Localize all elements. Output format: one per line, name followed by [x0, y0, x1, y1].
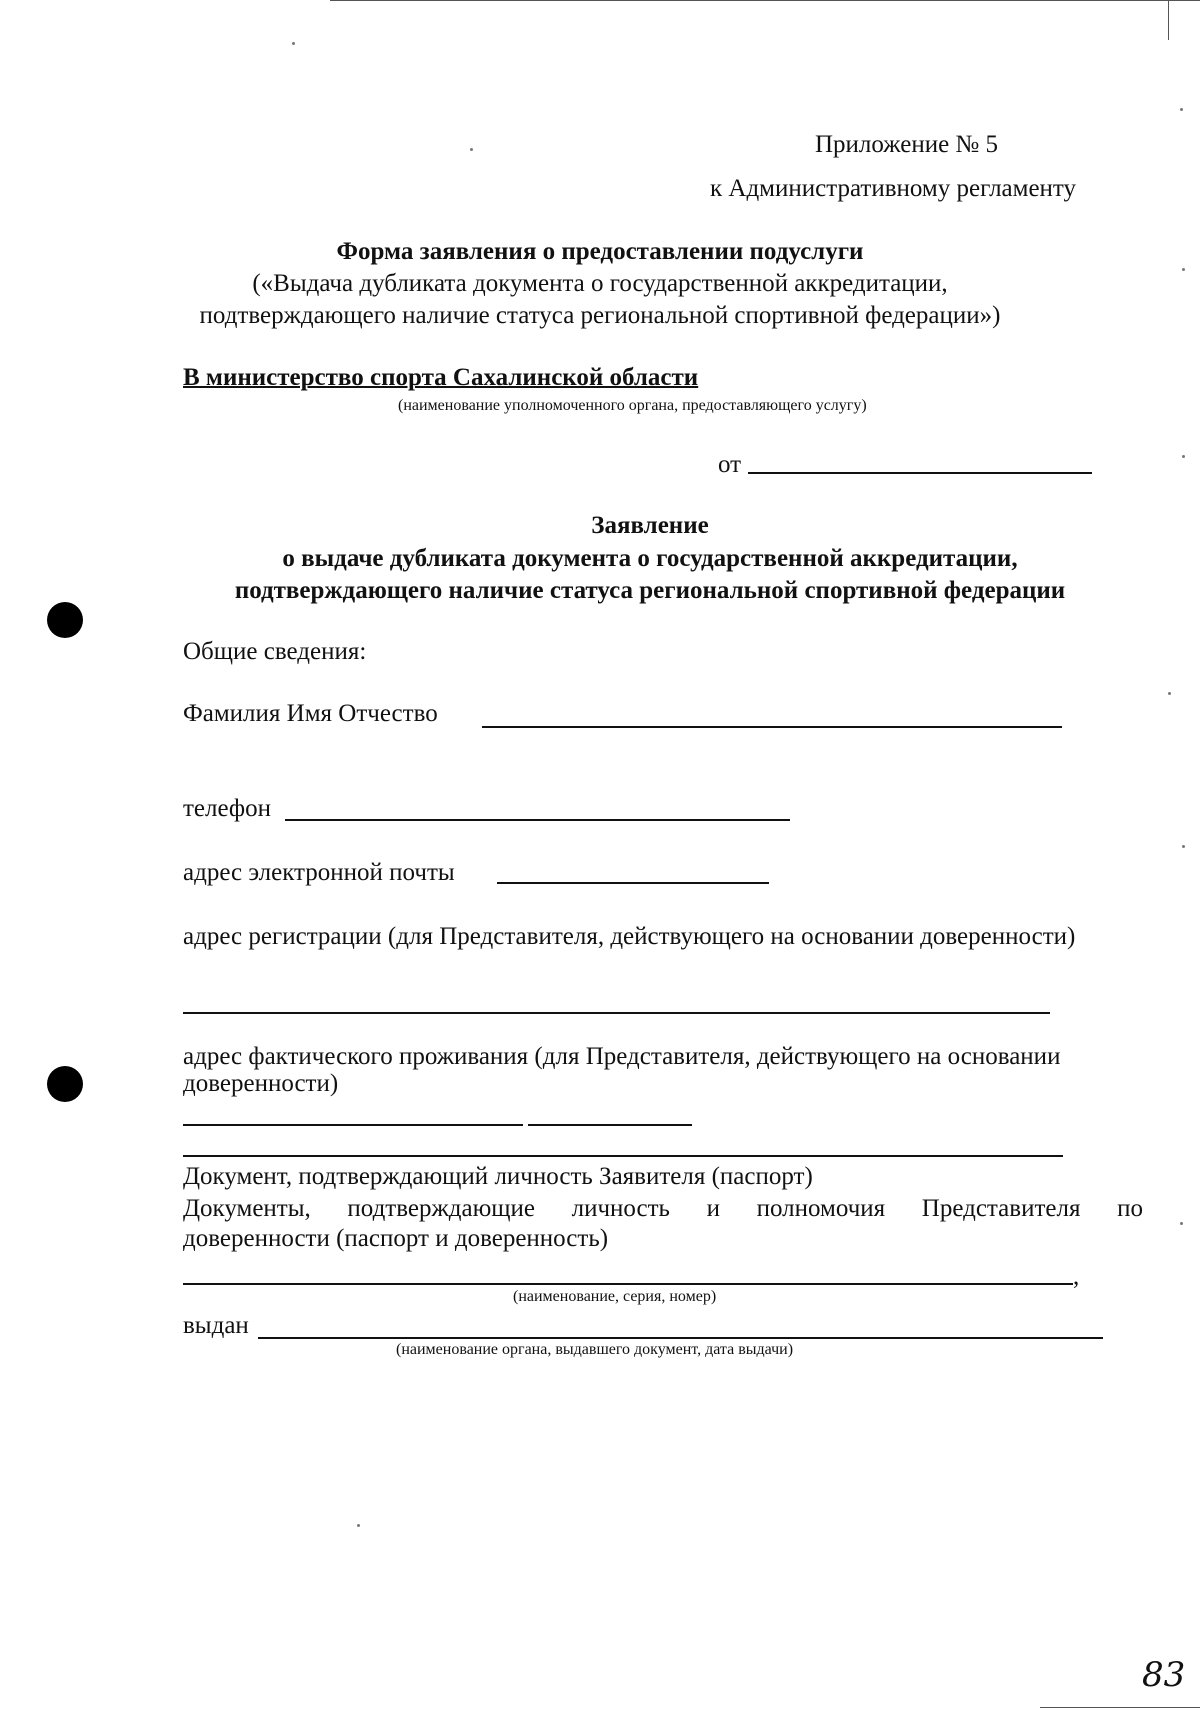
bottom-edge-line	[1040, 1707, 1200, 1708]
rep-word: личность	[571, 1195, 670, 1222]
scan-speck	[1180, 1222, 1183, 1225]
representative-documents-line2: доверенности (паспорт и доверенность)	[183, 1225, 609, 1252]
phone-field-line[interactable]	[285, 819, 790, 821]
scan-speck	[1168, 692, 1171, 695]
document-name-comma: ,	[1073, 1263, 1080, 1290]
actual-address-field-line-b[interactable]	[528, 1124, 692, 1126]
document-name-field-line[interactable]	[183, 1283, 1073, 1285]
statement-subtitle-line2: подтверждающего наличие статуса региональной спортивной федерации	[234, 577, 1066, 604]
punch-hole-bottom	[47, 1066, 83, 1102]
issued-by-field-line[interactable]	[258, 1337, 1103, 1339]
registration-address-field-line[interactable]	[183, 1012, 1050, 1014]
issued-by-caption: (наименование органа, выдавшего документ, дата выдачи)	[396, 1341, 794, 1358]
rep-word: Документы,	[183, 1195, 311, 1222]
actual-address-field-line-2[interactable]	[183, 1155, 1063, 1157]
punch-hole-top	[47, 602, 83, 638]
scan-speck	[357, 1524, 360, 1527]
document-name-caption: (наименование, серия, номер)	[513, 1288, 717, 1305]
to-regulation: к Административному регламенту	[710, 175, 1077, 202]
registration-address-label: адрес регистрации (для Представителя, действующего на основании доверенности)	[183, 923, 1076, 950]
actual-address-field-line-a[interactable]	[183, 1124, 523, 1126]
appendix-number: Приложение № 5	[815, 131, 999, 158]
rep-word: и	[706, 1195, 720, 1222]
addressee-caption: (наименование уполномоченного органа, предоставляющего услугу)	[398, 397, 867, 414]
rep-word: подтверждающие	[347, 1195, 535, 1222]
from-field-line[interactable]	[748, 472, 1092, 474]
handwritten-page-number: 83	[1142, 1655, 1186, 1695]
representative-documents-line1	[183, 1194, 1143, 1224]
full-name-field-line[interactable]	[482, 726, 1062, 728]
rep-word: по	[1117, 1195, 1143, 1222]
full-name-label: Фамилия Имя Отчество	[183, 700, 438, 727]
email-label: адрес электронной почты	[183, 859, 455, 886]
email-field-line[interactable]	[497, 882, 769, 884]
form-title: Форма заявления о предоставлении подуслуги	[336, 238, 864, 265]
right-edge-line	[1168, 0, 1169, 40]
phone-label: телефон	[183, 795, 271, 822]
general-info-label: Общие сведения:	[183, 638, 367, 665]
from-label: от	[718, 451, 742, 478]
form-subtitle-line1: («Выдача дубликата документа о государственной аккредитации,	[252, 270, 948, 297]
form-subtitle-line2: подтверждающего наличие статуса региональной спортивной федерации»)	[199, 302, 1001, 329]
scan-speck	[1180, 108, 1183, 111]
applicant-id-document: Документ, подтверждающий личность Заявителя (паспорт)	[183, 1163, 813, 1190]
rep-word: Представителя	[921, 1195, 1081, 1222]
scan-speck	[470, 148, 473, 151]
top-edge-line	[330, 0, 1200, 1]
rep-word: полномочия	[756, 1195, 886, 1222]
addressee: В министерство спорта Сахалинской области	[183, 364, 699, 391]
actual-address-label-line2: доверенности)	[183, 1070, 339, 1097]
issued-label: выдан	[183, 1312, 249, 1339]
statement-subtitle-line1: о выдаче дубликата документа о государственной аккредитации,	[282, 545, 1018, 572]
scan-speck	[1182, 845, 1185, 848]
actual-address-label-line1: адрес фактического проживания (для Представителя, действующего на основании	[183, 1043, 1061, 1070]
scan-speck	[292, 42, 295, 45]
scan-speck	[1182, 455, 1185, 458]
statement-title: Заявление	[591, 512, 709, 539]
